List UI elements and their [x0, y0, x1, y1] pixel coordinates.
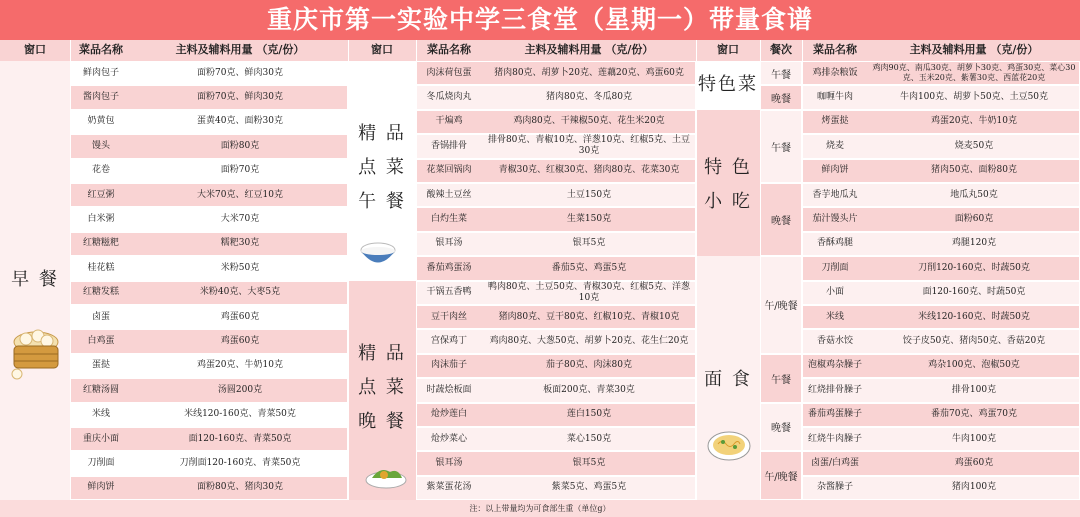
dish-name: 香锅排骨 — [430, 140, 467, 151]
column-divider — [348, 40, 349, 500]
dish-ingredients: 银耳5克 — [572, 238, 606, 249]
meal-label: 午/晚餐 — [764, 472, 798, 484]
dish-ingredients: 猪肉80克、冬瓜80克 — [546, 92, 632, 103]
dish-name: 小面 — [825, 287, 844, 298]
dish-ingredients: 鸡杂100克、泡椒50克 — [928, 360, 1020, 371]
dish-ingredients: 面120-160克、时蔬50克 — [922, 287, 1026, 298]
dish-name: 红烧排骨臊子 — [807, 384, 862, 395]
dish-name: 红烧牛肉臊子 — [807, 433, 862, 444]
dish-ingredients: 鸡蛋60克 — [220, 336, 260, 347]
dish-name: 宫保鸡丁 — [430, 336, 467, 347]
column-header-dish: 菜品名称 — [79, 43, 123, 56]
meal-label: 午餐 — [771, 142, 791, 154]
column-header-window: 窗口 — [717, 43, 739, 56]
dish-name: 鲜肉饼 — [821, 165, 849, 176]
dish-name: 卤蛋/白鸡蛋 — [810, 458, 860, 469]
dish-ingredients: 生菜150克 — [566, 214, 612, 225]
dish-name: 红糖汤圆 — [82, 384, 119, 395]
dish-ingredients: 青椒30克、红椒30克、猪肉80克、花菜30克 — [498, 165, 680, 176]
dish-ingredients: 米粉40克、大枣5克 — [199, 287, 281, 298]
dish-ingredients: 牛肉100克、胡萝卜50克、土豆50克 — [899, 92, 1049, 103]
dish-ingredients: 大米70克、红豆10克 — [197, 189, 283, 200]
dish-ingredients: 鸡蛋20克、牛奶10克 — [931, 116, 1017, 127]
dish-ingredients: 鸡蛋20克、牛奶10克 — [197, 360, 283, 371]
column-divider — [696, 40, 697, 500]
dish-name: 白米粥 — [87, 214, 115, 225]
dish-ingredients: 面粉70克、鲜肉30克 — [197, 92, 283, 103]
dish-name: 紫菜蛋花汤 — [426, 482, 472, 493]
column-divider — [70, 40, 71, 500]
dish-name: 豆干肉丝 — [430, 311, 467, 322]
dish-name: 香菇水饺 — [816, 336, 853, 347]
window-label-noon — [348, 108, 416, 228]
dish-name: 红豆粥 — [87, 189, 115, 200]
dish-name: 烤蛋挞 — [821, 116, 849, 127]
dish-ingredients: 烧麦50克 — [954, 140, 994, 151]
label-line: 点 菜 — [358, 377, 406, 398]
dish-ingredients: 猪肉80克、豆干80克、红椒10克、青椒10克 — [498, 311, 680, 322]
label-line: 精 品 — [358, 343, 406, 364]
dish-ingredients: 鸡蛋60克 — [220, 311, 260, 322]
dish-ingredients: 汤圆200克 — [217, 384, 263, 395]
dish-name: 蛋挞 — [91, 360, 110, 371]
label-line: 午 餐 — [358, 191, 406, 212]
dish-ingredients: 排骨80克、青椒10克、洋葱10克、红椒5克、土豆30克 — [487, 135, 691, 157]
dish-name: 肉沫茄子 — [430, 360, 467, 371]
footer-note: 注：以上带量均为可食部生重（单位g） — [0, 500, 1080, 517]
dish-ingredients: 鸭肉80克、土豆50克、青椒30克、红椒5克、洋葱10克 — [487, 281, 691, 303]
noodle-bowl-icon — [706, 428, 752, 466]
meal-label: 晚餐 — [771, 94, 791, 106]
window-label-snack — [696, 140, 760, 230]
column-header-ingredients: 主料及辅料用量 （克/份） — [909, 43, 1039, 56]
dish-name: 炝炒莲白 — [430, 409, 467, 420]
dish-name: 红糖糍粑 — [82, 238, 119, 249]
label-line: 特 色 — [704, 157, 752, 178]
dish-ingredients: 土豆150克 — [566, 189, 612, 200]
dish-ingredients: 面粉60克 — [954, 214, 994, 225]
dish-ingredients: 面粉80克 — [220, 140, 260, 151]
dish-ingredients: 面粉80克、猪肉30克 — [197, 482, 283, 493]
dish-ingredients: 菜心150克 — [566, 433, 612, 444]
dish-ingredients: 大米70克 — [220, 214, 260, 225]
rice-bowl-icon — [358, 240, 398, 272]
dish-ingredients: 鸡肉80克、大葱50克、胡萝卜20克、花生仁20克 — [489, 336, 689, 347]
dish-name: 干锅五香鸭 — [426, 287, 472, 298]
column-header-dish: 菜品名称 — [813, 43, 857, 56]
meal-label: 午/晚餐 — [764, 301, 798, 313]
dish-ingredients: 排骨100克 — [951, 384, 997, 395]
dish-ingredients: 糯粑30克 — [220, 238, 260, 249]
dish-name: 杂酱臊子 — [816, 482, 853, 493]
dish-name: 番茄鸡蛋臊子 — [807, 409, 862, 420]
column-header-window: 窗口 — [371, 43, 393, 56]
dish-ingredients: 鸡腿120克 — [951, 238, 997, 249]
dish-name: 花菜回锅肉 — [426, 165, 472, 176]
column-header-window: 窗口 — [24, 43, 46, 56]
dish-ingredients: 刀削面120-160克、青菜50克 — [179, 458, 301, 469]
dish-name: 红糖发糕 — [82, 287, 119, 298]
dish-ingredients: 紫菜5克、鸡蛋5克 — [551, 482, 627, 493]
column-header-dish: 菜品名称 — [427, 43, 471, 56]
page-title: 重庆市第一实验中学三食堂（星期一）带量食谱 — [0, 0, 1080, 40]
window-label-special: 特色菜 — [698, 74, 758, 96]
dish-ingredients: 饺子皮50克、猪肉50克、香菇20克 — [902, 336, 1046, 347]
meal-label: 午餐 — [771, 69, 791, 81]
meal-label: 午餐 — [771, 374, 791, 386]
dish-ingredients: 米线120-160克、时蔬50克 — [918, 311, 1030, 322]
dish-name: 米线 — [825, 311, 844, 322]
dish-ingredients: 面粉70克 — [220, 165, 260, 176]
dish-name: 银耳汤 — [435, 458, 463, 469]
dish-ingredients: 番茄70克、鸡蛋70克 — [931, 409, 1017, 420]
column-divider — [416, 40, 417, 500]
dish-ingredients: 茄子80克、肉沫80克 — [546, 360, 632, 371]
dish-name: 炝炒菜心 — [430, 433, 467, 444]
dish-ingredients: 莲白150克 — [566, 409, 612, 420]
dish-name: 酸辣土豆丝 — [426, 189, 472, 200]
dish-name: 银耳汤 — [435, 238, 463, 249]
steamed-bun-basket-icon — [8, 322, 64, 382]
dish-ingredients: 牛肉100克 — [951, 433, 997, 444]
label-line: 小 吃 — [704, 191, 752, 212]
dish-name: 肉沫荷包蛋 — [426, 67, 472, 78]
dish-ingredients: 番茄5克、鸡蛋5克 — [551, 262, 627, 273]
dish-name: 白灼生菜 — [430, 214, 467, 225]
dish-name: 酱肉包子 — [82, 92, 119, 103]
dish-name: 冬瓜烧肉丸 — [426, 92, 472, 103]
dish-name: 咖喱牛肉 — [816, 92, 853, 103]
dish-name: 花卷 — [91, 165, 110, 176]
window-label-breakfast: 早 餐 — [11, 269, 59, 290]
dish-ingredients: 板面200克、青菜30克 — [543, 384, 635, 395]
column-header-ingredients: 主料及辅料用量 （克/份） — [175, 43, 305, 56]
dish-name: 刀削面 — [87, 458, 115, 469]
dish-name: 香酥鸡腿 — [816, 238, 853, 249]
dish-ingredients: 猪肉100克 — [951, 482, 997, 493]
dish-name: 茄汁馒头片 — [812, 214, 858, 225]
dish-name: 烧麦 — [825, 140, 844, 151]
dish-name: 鸡排杂粮饭 — [812, 67, 858, 78]
dish-name: 鲜肉饼 — [87, 482, 115, 493]
dish-name: 白鸡蛋 — [87, 336, 115, 347]
dish-ingredients: 面120-160克、青菜50克 — [188, 433, 292, 444]
window-label-evening — [348, 328, 416, 448]
column-divider — [760, 40, 761, 500]
dish-ingredients: 猪肉80克、胡萝卜20克、莲藕20克、鸡蛋60克 — [494, 67, 684, 78]
label-line: 晚 餐 — [358, 411, 406, 432]
dish-name: 奶黄包 — [87, 116, 115, 127]
column-header-ingredients: 主料及辅料用量 （克/份） — [524, 43, 654, 56]
dish-ingredients: 米线120-160克、青菜50克 — [184, 409, 296, 420]
dish-name: 馒头 — [91, 140, 110, 151]
dish-name: 米线 — [91, 409, 110, 420]
dish-ingredients: 地瓜丸50克 — [950, 189, 998, 200]
column-divider — [802, 40, 803, 500]
window-label-noodle: 面 食 — [704, 369, 752, 390]
label-line: 点 菜 — [358, 157, 406, 178]
dish-name: 干煸鸡 — [435, 116, 463, 127]
dish-name: 时蔬烩板面 — [426, 384, 472, 395]
column-header-meal: 餐次 — [770, 43, 792, 56]
dish-ingredients: 鸡肉90克、南瓜30克、胡萝卜30克、鸡蛋30克、菜心30克、玉米20克、紫薯30克、西蓝花20克 — [872, 63, 1076, 83]
dish-ingredients: 猪肉50克、面粉80克 — [931, 165, 1017, 176]
dish-name: 番茄鸡蛋汤 — [426, 262, 472, 273]
dish-name: 桂花糕 — [87, 262, 115, 273]
dish-ingredients: 鸡肉80克、干辣椒50克、花生米20克 — [513, 116, 665, 127]
dish-name: 香芋地瓜丸 — [812, 189, 858, 200]
dish-name: 重庆小面 — [82, 433, 119, 444]
meal-label: 晚餐 — [771, 423, 791, 435]
dish-ingredients: 刀削120-160克、时蔬50克 — [918, 262, 1030, 273]
dish-ingredients: 银耳5克 — [572, 458, 606, 469]
dish-ingredients: 鸡蛋60克 — [954, 458, 994, 469]
dish-name: 泡椒鸡杂臊子 — [807, 360, 862, 371]
dish-ingredients: 蛋黄40克、面粉30克 — [197, 116, 283, 127]
label-line: 精 品 — [358, 123, 406, 144]
meal-label: 晚餐 — [771, 216, 791, 228]
dish-name: 鲜肉包子 — [82, 67, 119, 78]
dish-name: 卤蛋 — [91, 311, 110, 322]
dish-name: 刀削面 — [821, 262, 849, 273]
dish-ingredients: 面粉70克、鲜肉30克 — [197, 67, 283, 78]
dish-ingredients: 米粉50克 — [220, 262, 260, 273]
stir-fry-plate-icon — [364, 460, 408, 490]
